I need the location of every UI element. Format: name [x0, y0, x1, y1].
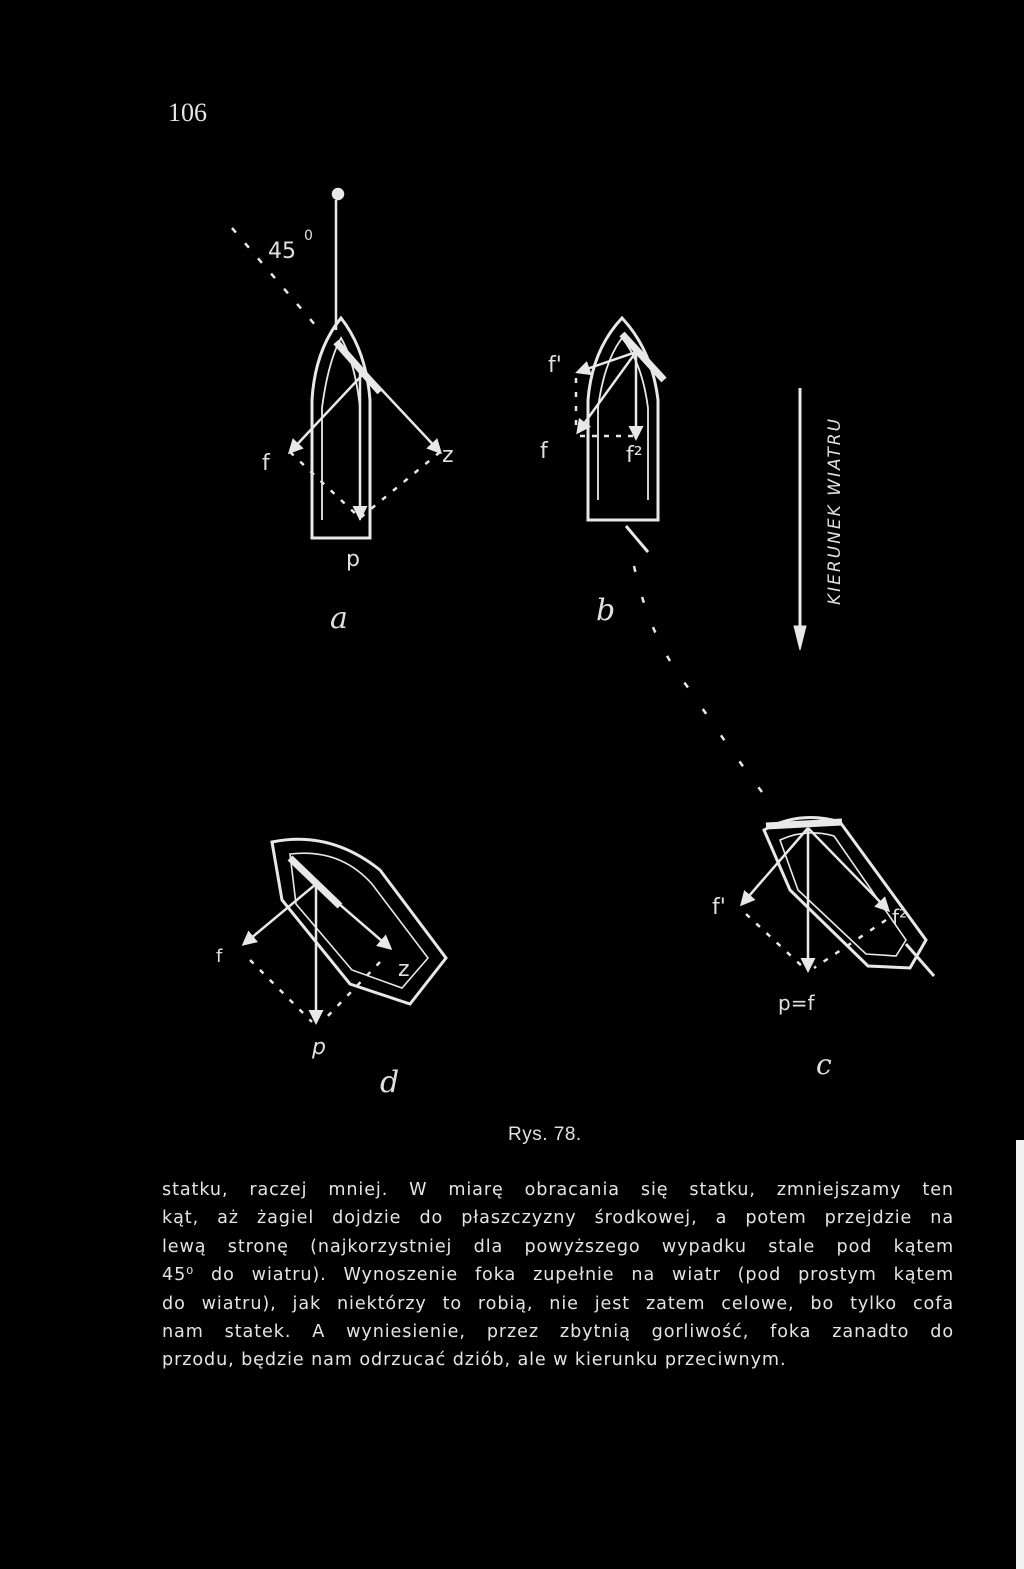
force-label-pf-c: p=f: [778, 991, 815, 1015]
panel-d: [244, 839, 446, 1022]
body-paragraph: [162, 1176, 954, 1375]
force-label-f-d: f: [216, 946, 223, 967]
panel-label-b: b: [596, 593, 616, 628]
body-line: do wiatru), jak niektórzy to robią, nie jest zatem celowe, bo tylko cofa: [162, 1293, 954, 1314]
body-line: statku, raczej mniej. W miarę obracania się statku, zmniejszamy ten: [162, 1180, 954, 1200]
force-label-f1-c: f': [712, 895, 726, 920]
scan-edge-bar: [1016, 1140, 1024, 1569]
masthead-icon: [333, 189, 343, 199]
force-label-z: z: [442, 443, 454, 468]
body-line: kąt, aż żagiel dojdzie do płaszczyzny środkowej, a potem przejdzie na: [162, 1208, 954, 1229]
force-f-arrow-b: [578, 352, 636, 432]
panel-c: [742, 818, 934, 977]
body-line: lewą stronę (najkorzystniej dla powyższego wypadku stale pod kątem: [162, 1236, 954, 1257]
force-label-p: p: [346, 547, 360, 572]
sail-b: [622, 334, 664, 380]
force-label-f2-c: f²: [892, 905, 908, 929]
sail-c: [766, 822, 842, 826]
angle-degree: 0: [304, 228, 313, 244]
force-label-p-d: p: [312, 1035, 326, 1060]
force-z-arrow: [365, 372, 440, 452]
panel-a: [232, 189, 440, 538]
force-f1-arrow-c: [742, 828, 808, 904]
course-dashed-path: [634, 566, 768, 800]
force-label-f2: f²: [626, 443, 643, 468]
angle-label: 45: [268, 239, 296, 264]
force-label-f: f: [262, 451, 270, 476]
panel-b: [576, 318, 768, 800]
panel-label-d: d: [380, 1065, 400, 1100]
force-f-arrow: [290, 372, 365, 452]
wind-direction-label: KIERUNEK WIATRU: [825, 416, 845, 605]
page-number: 106: [168, 98, 207, 127]
force-label-f-b: f: [540, 439, 548, 464]
body-line: przodu, będzie nam odrzucać dziób, ale w kierunku przeciwnym.: [162, 1350, 787, 1371]
panel-label-c: c: [816, 1048, 832, 1081]
rudder-b: [626, 526, 648, 552]
panel-label-a: a: [330, 601, 348, 636]
body-line: nam statek. A wyniesienie, przez zbytnią gorliwość, foka zanadto do: [162, 1322, 954, 1343]
figure-caption: Rys. 78.: [508, 1124, 582, 1145]
force-label-f1: f': [548, 353, 562, 378]
body-line: 45⁰ do wiatru). Wynoszenie foka zupełnie na wiatr (pod prostym kątem: [162, 1265, 954, 1286]
wind-direction-arrow: [794, 388, 806, 650]
force-label-z-d: z: [398, 957, 410, 982]
